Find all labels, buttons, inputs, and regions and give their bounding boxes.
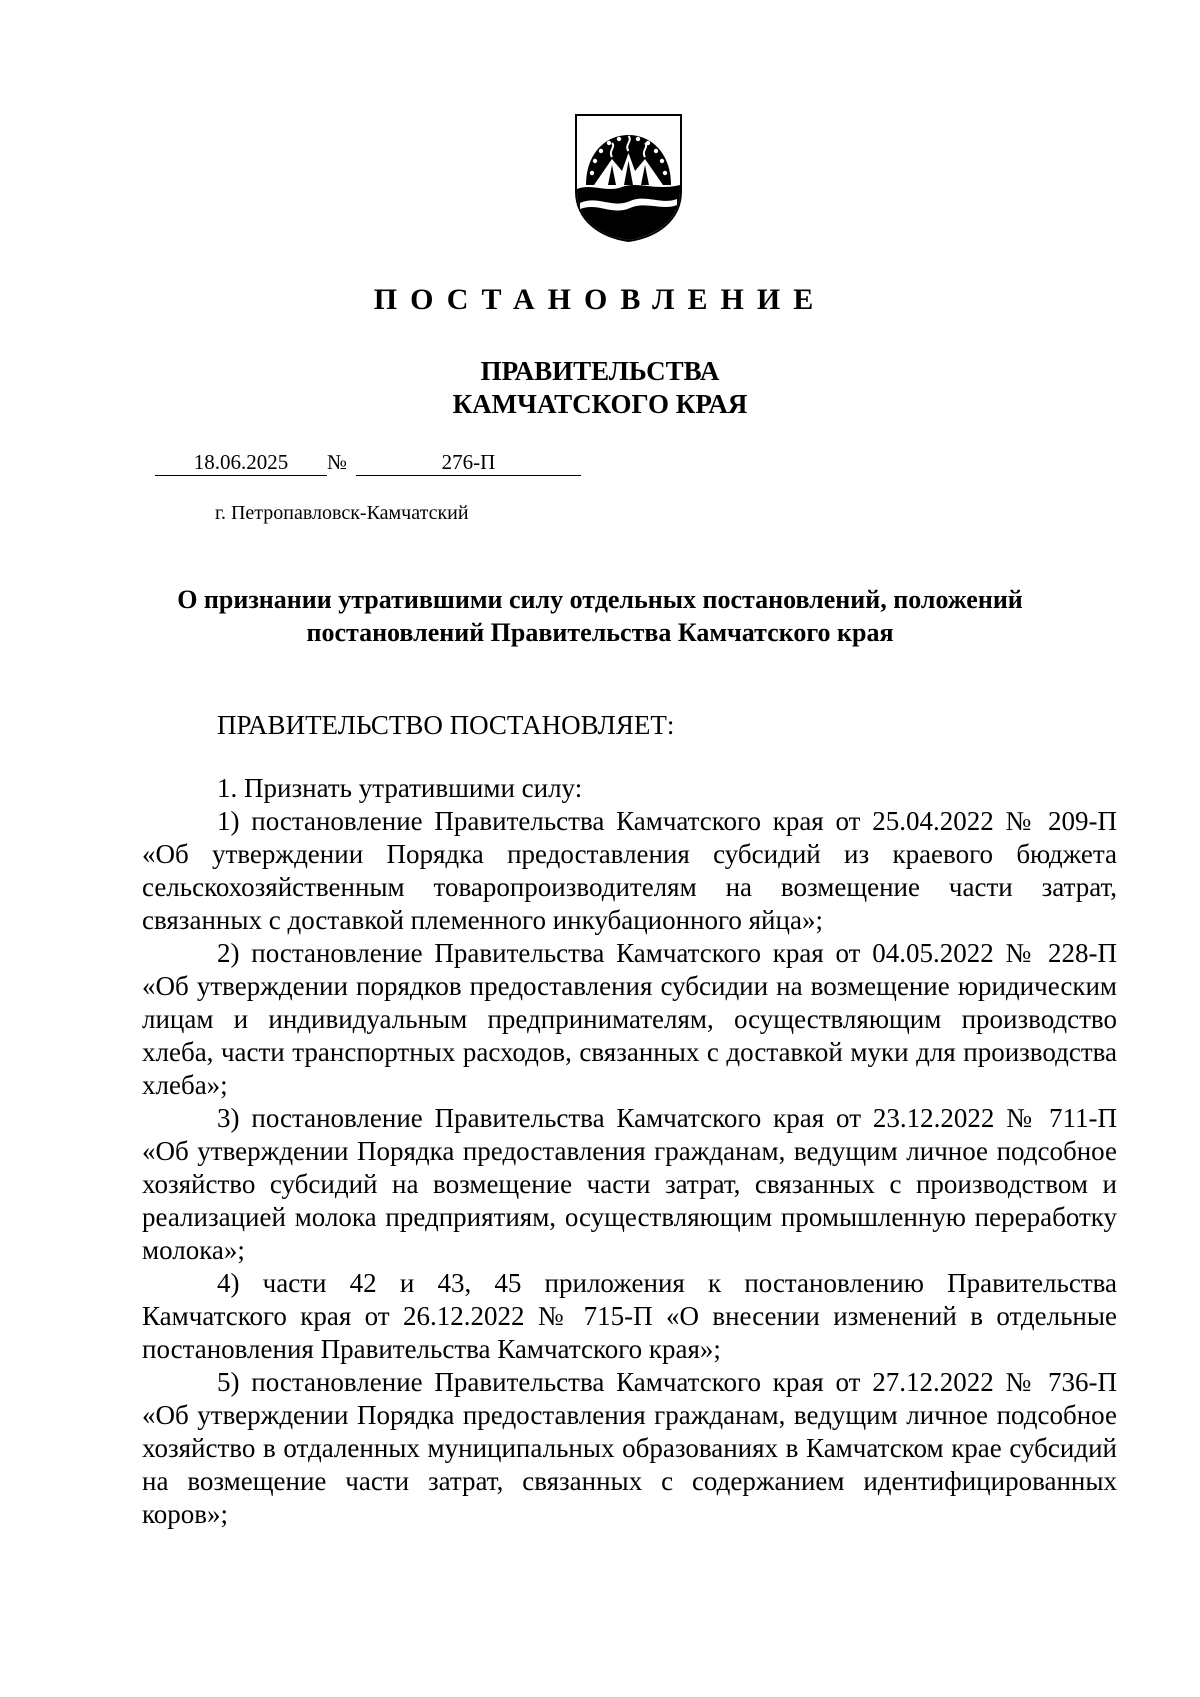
document-body: [142, 772, 1117, 1531]
issuer-line-1: ПРАВИТЕЛЬСТВА: [480, 356, 720, 386]
clause-1-item-2: 2) постановление Правительства Камчатского края от 04.05.2022 № 228-П «Об утверждении порядков предоставления субсидии на возмещение юридическим лицам и индивидуальным предпринимателям, осуществляющим производство хлеба, части транспортных расходов, связанных с доставкой муки для производства хлеба»;: [142, 938, 1117, 1100]
document-type-title: ПОСТАНОВЛЕНИЕ: [373, 283, 827, 316]
subject-line-2: постановлений Правительства Камчатского края: [306, 618, 894, 647]
kamchatka-coat-of-arms-icon: [572, 113, 685, 243]
number-sign: №: [327, 450, 348, 474]
clause-1-item-5: 5) постановление Правительства Камчатского края от 27.12.2022 № 736-П «Об утверждении Порядка предоставления гражданам, ведущим личное подсобное хозяйство в отдаленных муниципальных образованиях в Камчатском крае субсидий на возмещение части затрат, связанных с содержанием идентифицированных коров»;: [142, 1367, 1117, 1529]
issuer-line-2: КАМЧАТСКОГО КРАЯ: [452, 389, 748, 419]
document-subject: [150, 583, 1050, 649]
clause-1-item-3: 3) постановление Правительства Камчатского края от 23.12.2022 № 711-П «Об утверждении Порядка предоставления гражданам, ведущим личное подсобное хозяйство субсидий на возмещение части затрат, связанных с производством и реализацией молока предприятиям, осуществляющим промышленную переработку молока»;: [142, 1103, 1117, 1265]
document-date: 18.06.2025: [155, 449, 327, 476]
decree-statement: ПРАВИТЕЛЬСТВО ПОСТАНОВЛЯЕТ:: [217, 710, 675, 740]
clause-1-item-4: 4) части 42 и 43, 45 приложения к постановлению Правительства Камчатского края от 26.12.2022 № 715-П «О внесении изменений в отдельные постановления Правительства Камчатского края»;: [142, 1268, 1117, 1364]
issuer-block: [0, 355, 1200, 421]
place-of-issue: г. Петропавловск-Камчатский: [215, 502, 469, 524]
clause-1-item-1: 1) постановление Правительства Камчатского края от 25.04.2022 № 209-П «Об утверждении Порядка предоставления субсидий из краевого бюджета сельскохозяйственным товаропроизводителям на возмещение части затрат, связанных с доставкой племенного инкубационного яйца»;: [142, 806, 1117, 935]
clause-1: 1. Признать утратившими силу:: [217, 773, 583, 803]
subject-line-1: О признании утратившими силу отдельных постановлений, положений: [177, 585, 1023, 614]
document-number: 276-П: [356, 449, 581, 476]
